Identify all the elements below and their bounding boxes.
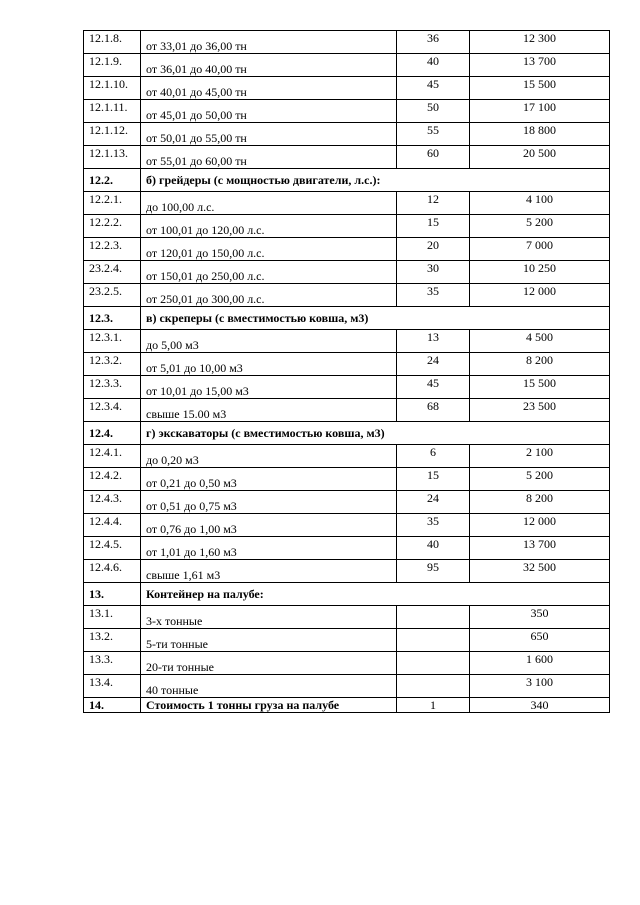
row-number-cell: 12.2. — [84, 169, 141, 192]
value-b-cell: 12 300 — [470, 31, 610, 54]
value-b-cell: 17 100 — [470, 100, 610, 123]
value-a-cell: 55 — [397, 123, 470, 146]
table-section-row — [84, 583, 610, 606]
table-row — [84, 31, 610, 54]
row-number-cell: 12.4.1. — [84, 445, 141, 468]
value-a-cell: 13 — [397, 330, 470, 353]
row-name-cell: свыше 15.00 м3 — [141, 399, 397, 422]
row-name-cell: от 150,01 до 250,00 л.с. — [141, 261, 397, 284]
row-number-cell: 12.1.11. — [84, 100, 141, 123]
row-name-cell: от 0,76 до 1,00 м3 — [141, 514, 397, 537]
row-number-cell: 23.2.5. — [84, 284, 141, 307]
row-number-cell: 13.2. — [84, 629, 141, 652]
value-b-cell: 13 700 — [470, 54, 610, 77]
value-a-cell: 35 — [397, 514, 470, 537]
row-number-cell: 12.3. — [84, 307, 141, 330]
value-b-cell: 4 500 — [470, 330, 610, 353]
table-row — [84, 491, 610, 514]
row-name-cell: от 36,01 до 40,00 тн — [141, 54, 397, 77]
table-row — [84, 675, 610, 698]
row-number-cell: 12.1.12. — [84, 123, 141, 146]
row-name-cell: от 120,01 до 150,00 л.с. — [141, 238, 397, 261]
rates-table — [83, 30, 610, 713]
value-b-cell: 2 100 — [470, 445, 610, 468]
table-row — [84, 146, 610, 169]
row-name-cell: до 100,00 л.с. — [141, 192, 397, 215]
row-number-cell: 12.4.4. — [84, 514, 141, 537]
row-name-cell: до 5,00 м3 — [141, 330, 397, 353]
value-a-cell: 45 — [397, 376, 470, 399]
table-row — [84, 123, 610, 146]
row-number-cell: 12.4.3. — [84, 491, 141, 514]
value-a-cell: 30 — [397, 261, 470, 284]
row-name-cell: от 55,01 до 60,00 тн — [141, 146, 397, 169]
row-number-cell: 12.3.3. — [84, 376, 141, 399]
table-row — [84, 54, 610, 77]
row-name-cell: от 40,01 до 45,00 тн — [141, 77, 397, 100]
row-number-cell: 12.4.2. — [84, 468, 141, 491]
row-number-cell: 12.2.1. — [84, 192, 141, 215]
value-a-cell — [397, 629, 470, 652]
row-name-cell: от 50,01 до 55,00 тн — [141, 123, 397, 146]
value-b-cell: 3 100 — [470, 675, 610, 698]
value-a-cell: 24 — [397, 353, 470, 376]
row-name-cell: от 1,01 до 1,60 м3 — [141, 537, 397, 560]
row-name-cell: от 33,01 до 36,00 тн — [141, 31, 397, 54]
value-a-cell: 35 — [397, 284, 470, 307]
value-b-cell: 8 200 — [470, 491, 610, 514]
table-row — [84, 698, 610, 713]
value-b-cell: 650 — [470, 629, 610, 652]
value-a-cell — [397, 606, 470, 629]
row-name-cell: 40 тонные — [141, 675, 397, 698]
row-name-cell: свыше 1,61 м3 — [141, 560, 397, 583]
row-number-cell: 12.1.8. — [84, 31, 141, 54]
value-b-cell: 20 500 — [470, 146, 610, 169]
table-row — [84, 261, 610, 284]
section-title-cell: б) грейдеры (с мощностью двигатели, л.с.): — [141, 169, 610, 192]
section-title-cell: г) экскаваторы (с вместимостью ковша, м3) — [141, 422, 610, 445]
table-row — [84, 192, 610, 215]
table-row — [84, 238, 610, 261]
value-a-cell: 60 — [397, 146, 470, 169]
table-row — [84, 284, 610, 307]
row-name-cell: от 0,21 до 0,50 м3 — [141, 468, 397, 491]
row-number-cell: 12.4.5. — [84, 537, 141, 560]
table-row — [84, 353, 610, 376]
value-b-cell: 12 000 — [470, 284, 610, 307]
table-row — [84, 399, 610, 422]
row-number-cell: 12.1.9. — [84, 54, 141, 77]
rates-table-body — [84, 31, 610, 713]
value-b-cell: 5 200 — [470, 468, 610, 491]
value-a-cell: 40 — [397, 54, 470, 77]
section-title-cell: Контейнер на палубе: — [141, 583, 610, 606]
row-name-cell: от 100,01 до 120,00 л.с. — [141, 215, 397, 238]
row-name-cell: от 250,01 до 300,00 л.с. — [141, 284, 397, 307]
row-number-cell: 14. — [84, 698, 141, 713]
table-row — [84, 514, 610, 537]
value-b-cell: 350 — [470, 606, 610, 629]
value-b-cell: 8 200 — [470, 353, 610, 376]
value-b-cell: 15 500 — [470, 376, 610, 399]
row-name-cell: Стоимость 1 тонны груза на палубе — [141, 698, 397, 713]
table-row — [84, 445, 610, 468]
value-a-cell: 1 — [397, 698, 470, 713]
row-number-cell: 13. — [84, 583, 141, 606]
value-a-cell: 20 — [397, 238, 470, 261]
table-row — [84, 629, 610, 652]
value-b-cell: 13 700 — [470, 537, 610, 560]
table-row — [84, 606, 610, 629]
row-number-cell: 13.4. — [84, 675, 141, 698]
document-page — [83, 30, 609, 713]
value-a-cell: 36 — [397, 31, 470, 54]
value-b-cell: 23 500 — [470, 399, 610, 422]
row-number-cell: 12.2.2. — [84, 215, 141, 238]
row-number-cell: 12.3.1. — [84, 330, 141, 353]
value-b-cell: 340 — [470, 698, 610, 713]
value-a-cell — [397, 652, 470, 675]
value-b-cell: 5 200 — [470, 215, 610, 238]
value-b-cell: 18 800 — [470, 123, 610, 146]
value-b-cell: 1 600 — [470, 652, 610, 675]
table-row — [84, 215, 610, 238]
row-name-cell: от 0,51 до 0,75 м3 — [141, 491, 397, 514]
row-number-cell: 23.2.4. — [84, 261, 141, 284]
row-name-cell: до 0,20 м3 — [141, 445, 397, 468]
value-b-cell: 4 100 — [470, 192, 610, 215]
row-number-cell: 12.1.13. — [84, 146, 141, 169]
row-number-cell: 12.4. — [84, 422, 141, 445]
table-row — [84, 330, 610, 353]
row-name-cell: от 45,01 до 50,00 тн — [141, 100, 397, 123]
value-a-cell: 95 — [397, 560, 470, 583]
table-row — [84, 77, 610, 100]
value-b-cell: 7 000 — [470, 238, 610, 261]
row-number-cell: 13.3. — [84, 652, 141, 675]
row-name-cell: 5-ти тонные — [141, 629, 397, 652]
value-b-cell: 12 000 — [470, 514, 610, 537]
section-title-cell: в) скреперы (с вместимостью ковша, м3) — [141, 307, 610, 330]
table-row — [84, 468, 610, 491]
row-number-cell: 12.3.2. — [84, 353, 141, 376]
table-section-row — [84, 422, 610, 445]
value-a-cell: 6 — [397, 445, 470, 468]
value-a-cell: 24 — [397, 491, 470, 514]
row-number-cell: 12.4.6. — [84, 560, 141, 583]
table-row — [84, 537, 610, 560]
table-row — [84, 652, 610, 675]
value-a-cell: 15 — [397, 468, 470, 491]
row-number-cell: 12.1.10. — [84, 77, 141, 100]
table-row — [84, 560, 610, 583]
value-a-cell: 40 — [397, 537, 470, 560]
value-a-cell: 12 — [397, 192, 470, 215]
table-section-row — [84, 169, 610, 192]
value-a-cell — [397, 675, 470, 698]
value-a-cell: 68 — [397, 399, 470, 422]
value-b-cell: 15 500 — [470, 77, 610, 100]
row-name-cell: от 5,01 до 10,00 м3 — [141, 353, 397, 376]
row-number-cell: 12.3.4. — [84, 399, 141, 422]
row-number-cell: 12.2.3. — [84, 238, 141, 261]
value-b-cell: 10 250 — [470, 261, 610, 284]
row-number-cell: 13.1. — [84, 606, 141, 629]
value-a-cell: 45 — [397, 77, 470, 100]
row-name-cell: 20-ти тонные — [141, 652, 397, 675]
value-a-cell: 50 — [397, 100, 470, 123]
table-row — [84, 376, 610, 399]
value-a-cell: 15 — [397, 215, 470, 238]
row-name-cell: от 10,01 до 15,00 м3 — [141, 376, 397, 399]
value-b-cell: 32 500 — [470, 560, 610, 583]
table-row — [84, 100, 610, 123]
row-name-cell: 3-х тонные — [141, 606, 397, 629]
table-section-row — [84, 307, 610, 330]
